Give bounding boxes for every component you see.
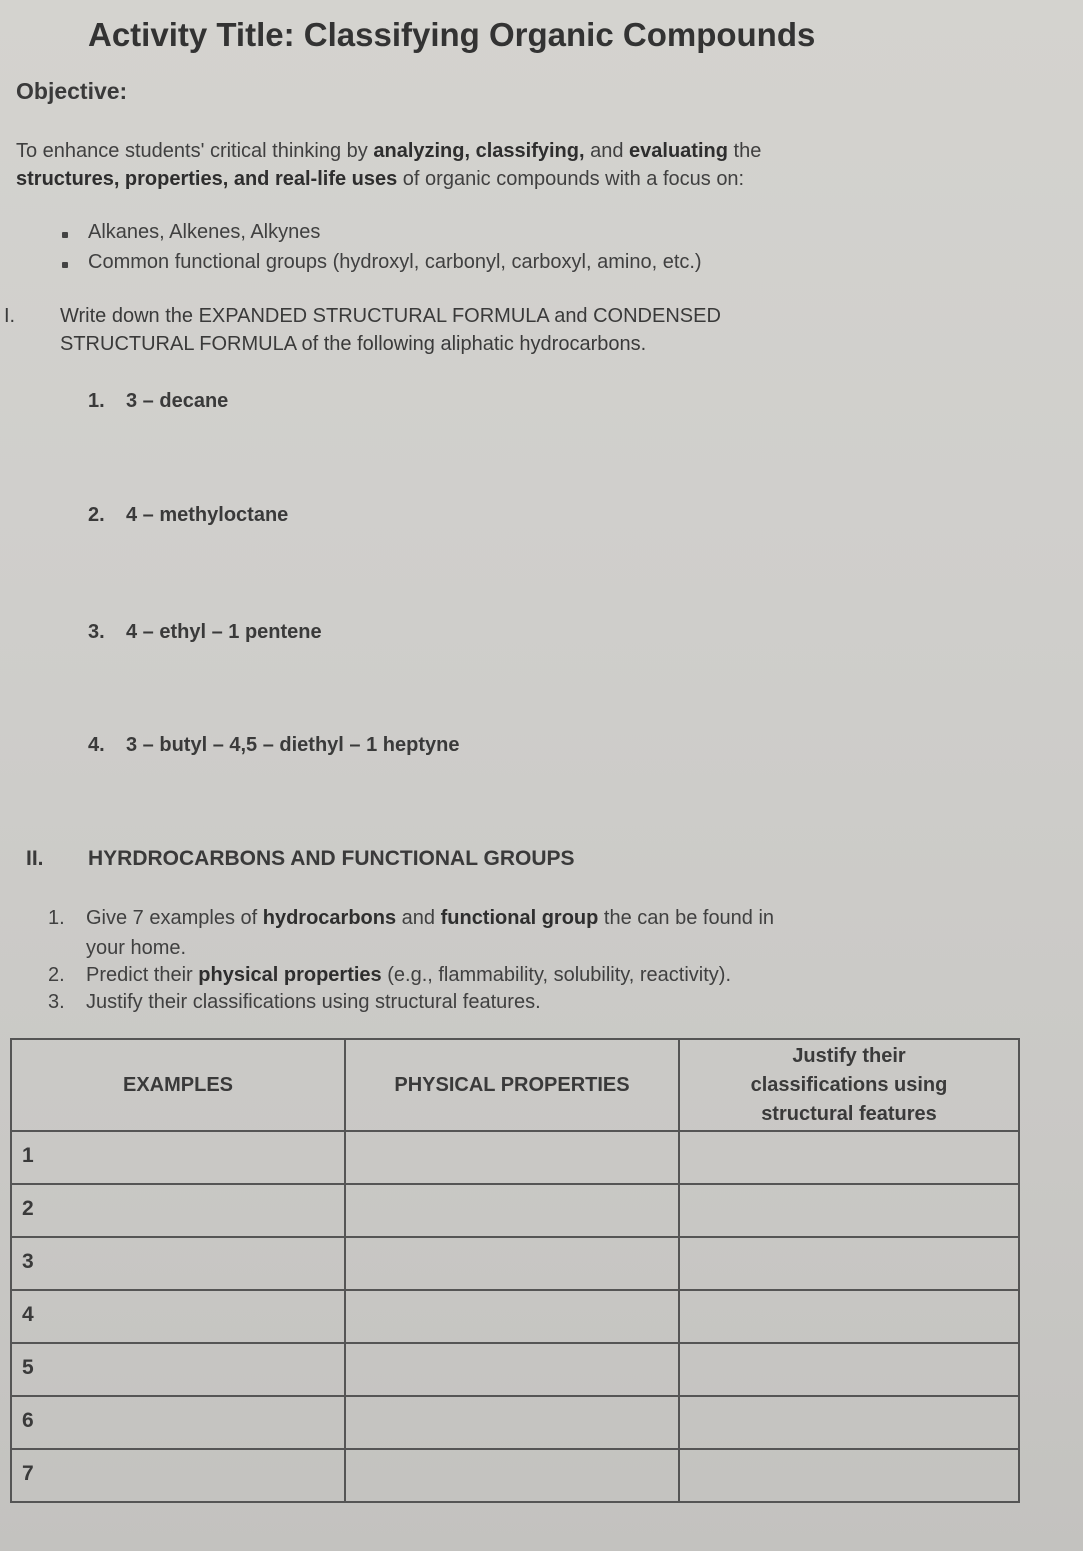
- table-row: [11, 1343, 1019, 1396]
- table-row: [11, 1396, 1019, 1449]
- justification-cell[interactable]: [679, 1131, 1019, 1184]
- table-header-row: [11, 1039, 1019, 1131]
- part1-item-number: 1.: [88, 390, 105, 412]
- table-row: [11, 1290, 1019, 1343]
- part2-heading: HYRDROCARBONS AND FUNCTIONAL GROUPS: [88, 847, 575, 870]
- classification-table: [10, 1038, 1020, 1503]
- header-justify: [679, 1039, 1019, 1131]
- physical-properties-cell[interactable]: [345, 1396, 679, 1449]
- part1-instruction-line2: STRUCTURAL FORMULA of the following aliphatic hydrocarbons.: [60, 333, 647, 355]
- part1-item-text: 4 – ethyl – 1 pentene: [126, 621, 322, 643]
- justification-cell[interactable]: [679, 1449, 1019, 1502]
- header-physical-properties: PHYSICAL PROPERTIES: [345, 1039, 679, 1131]
- example-cell[interactable]: 7: [11, 1449, 345, 1502]
- bullet-item: Common functional groups (hydroxyl, carbonyl, carboxyl, amino, etc.): [88, 251, 702, 273]
- part1-numeral: I.: [4, 305, 16, 327]
- bullet-dot: [62, 232, 68, 238]
- table-row: [11, 1449, 1019, 1502]
- example-cell[interactable]: 3: [11, 1237, 345, 1290]
- part1-item-number: 3.: [88, 621, 105, 643]
- example-cell[interactable]: 5: [11, 1343, 345, 1396]
- header-justify-line: structural features: [761, 1102, 937, 1125]
- table-row: [11, 1237, 1019, 1290]
- part2-q2-text: Predict their physical properties (e.g., flammability, solubility, reactivity).: [86, 964, 732, 986]
- table-row: [11, 1131, 1019, 1184]
- justification-cell[interactable]: [679, 1290, 1019, 1343]
- bullet-dot: [62, 262, 68, 268]
- part2-q1-line1: Give 7 examples of hydrocarbons and functional group the can be found in: [86, 907, 775, 929]
- part1-instruction-line1: Write down the EXPANDED STRUCTURAL FORMULA and CONDENSED: [60, 305, 721, 327]
- physical-properties-cell[interactable]: [345, 1237, 679, 1290]
- objective-text-line2: structures, properties, and real-life uses of organic compounds with a focus on:: [16, 168, 745, 190]
- justification-cell[interactable]: [679, 1237, 1019, 1290]
- physical-properties-cell[interactable]: [345, 1449, 679, 1502]
- table-row: [11, 1184, 1019, 1237]
- part2-q1-line2: your home.: [86, 937, 187, 959]
- justification-cell[interactable]: [679, 1184, 1019, 1237]
- part2-numeral: II.: [26, 847, 44, 870]
- physical-properties-cell[interactable]: [345, 1131, 679, 1184]
- example-cell[interactable]: 6: [11, 1396, 345, 1449]
- header-justify-line: Justify their: [792, 1044, 906, 1067]
- example-cell[interactable]: 4: [11, 1290, 345, 1343]
- header-examples: EXAMPLES: [11, 1039, 345, 1131]
- justification-cell[interactable]: [679, 1343, 1019, 1396]
- part2-q3-number: 3.: [48, 991, 65, 1013]
- example-cell[interactable]: 1: [11, 1131, 345, 1184]
- part1-item-text: 3 – decane: [126, 390, 229, 412]
- physical-properties-cell[interactable]: [345, 1343, 679, 1396]
- bullet-item: Alkanes, Alkenes, Alkynes: [88, 221, 321, 243]
- header-justify-line: classifications using: [750, 1073, 948, 1096]
- example-cell[interactable]: 2: [11, 1184, 345, 1237]
- objective-text-line1: To enhance students' critical thinking by analyzing, classifying, and evaluating the: [16, 140, 762, 162]
- part1-item-number: 2.: [88, 504, 105, 526]
- justification-cell[interactable]: [679, 1396, 1019, 1449]
- physical-properties-cell[interactable]: [345, 1290, 679, 1343]
- part2-q3-text: Justify their classifications using structural features.: [86, 991, 541, 1013]
- part1-item-number: 4.: [88, 734, 105, 756]
- objective-label: Objective:: [16, 78, 128, 104]
- part2-q1-number: 1.: [48, 907, 65, 929]
- page-title: Activity Title: Classifying Organic Compounds: [88, 16, 816, 53]
- part1-item-text: 3 – butyl – 4,5 – diethyl – 1 heptyne: [126, 734, 460, 756]
- part1-item-text: 4 – methyloctane: [126, 504, 289, 526]
- part2-q2-number: 2.: [48, 964, 65, 986]
- physical-properties-cell[interactable]: [345, 1184, 679, 1237]
